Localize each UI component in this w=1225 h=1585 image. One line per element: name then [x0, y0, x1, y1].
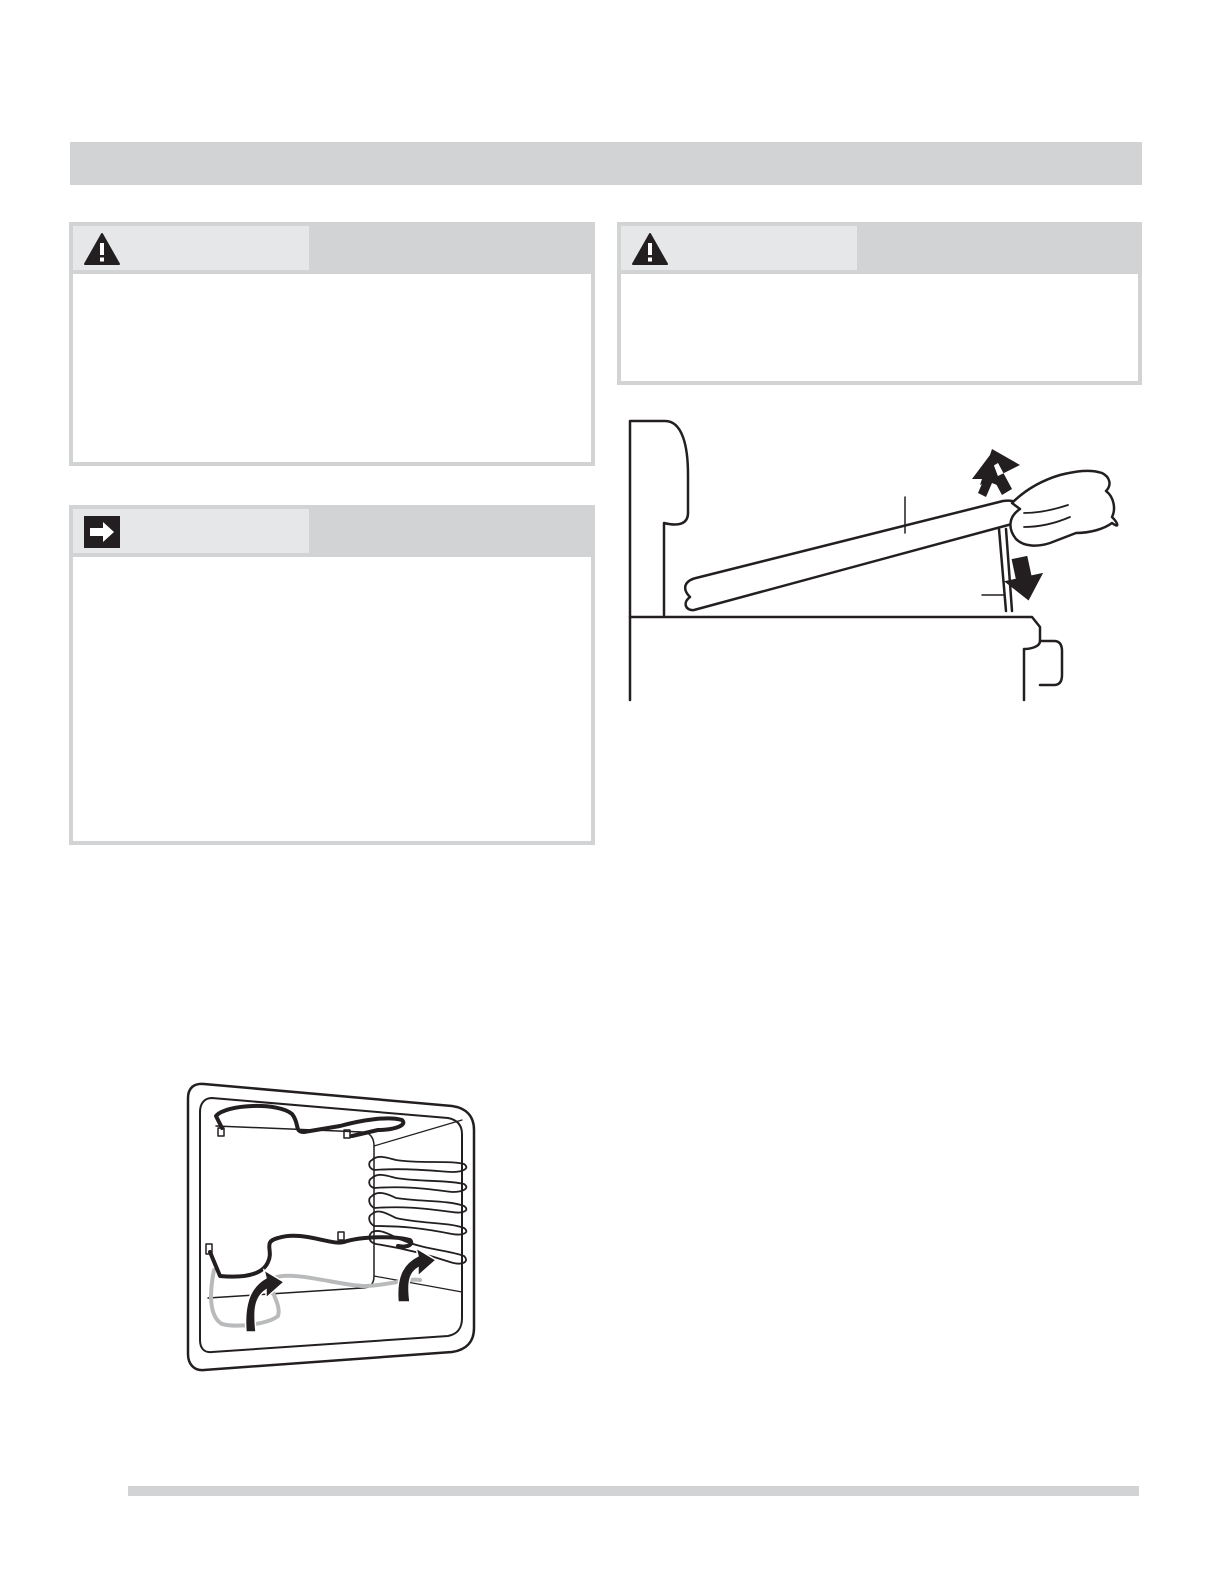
right-warning-box	[617, 222, 1142, 385]
left-warning-header	[73, 226, 591, 274]
warning-triangle-icon	[631, 232, 669, 266]
right-warning-header	[621, 226, 1138, 274]
arrow-right-icon	[83, 515, 121, 549]
lifted-door-panel	[685, 501, 1022, 610]
hand	[1010, 471, 1117, 546]
left-warning-tab	[73, 226, 309, 270]
oven-cavity-illustration	[182, 1080, 482, 1380]
note-box	[69, 505, 595, 845]
left-warning-box	[69, 222, 595, 466]
support-rod	[999, 529, 1006, 611]
footer-rule	[128, 1486, 1139, 1496]
cooktop-edge	[630, 617, 1040, 700]
oven-door-removal-illustration	[620, 405, 1120, 705]
section-title-bar	[70, 142, 1142, 185]
note-header	[73, 509, 591, 557]
note-tab	[73, 509, 309, 553]
oven-backguard	[630, 421, 688, 700]
warning-triangle-icon	[83, 232, 121, 266]
right-warning-tab	[621, 226, 857, 270]
